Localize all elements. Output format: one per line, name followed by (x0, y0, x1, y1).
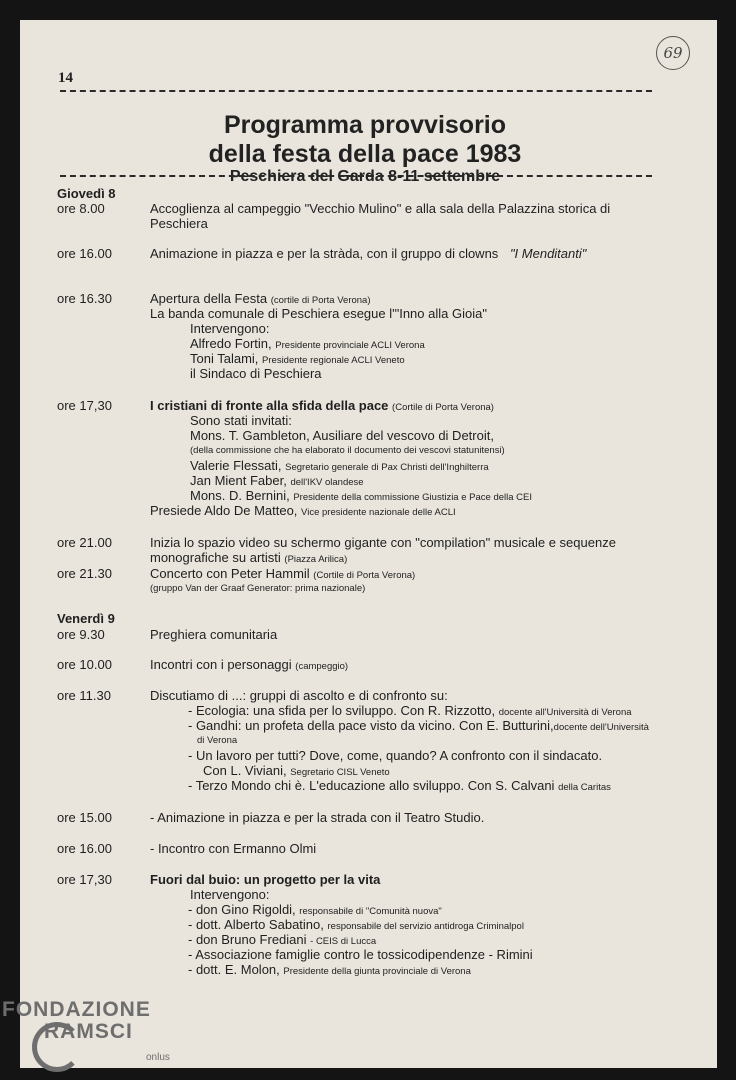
topic-line: - Un lavoro per tutti? Dove, come, quando? A confronto con il sindacato. (188, 748, 603, 763)
time-8-00: ore 8.00 (57, 201, 105, 216)
watermark-fondazione: FONDAZIONE (2, 998, 151, 1021)
speaker-line: - Associazione famiglie contro le tossicodipendenze - Rimini (188, 947, 533, 962)
speaker-role: Segretario generale di Pax Christi dell'Inghilterra (285, 462, 489, 473)
speaker-role: Presidente della commissione Giustizia e Pace della CEI (293, 492, 532, 503)
speaker-line (188, 917, 524, 932)
time-21-30: ore 21.30 (57, 566, 112, 581)
event-note: (campeggio) (295, 661, 349, 672)
time-9-30: ore 9.30 (57, 627, 105, 642)
topic-text: - Ecologia: una sfida per lo sviluppo. Con R. Rizzotto, (188, 703, 496, 718)
speaker-line (190, 458, 489, 473)
event-line: Discutiamo di ...: gruppi di ascolto e di confronto su: (150, 688, 448, 703)
time-16-00: ore 16.00 (57, 246, 112, 261)
topic-text: - Gandhi: un profeta della pace visto da vicino. Con E. Butturini, (188, 718, 554, 733)
event-line (150, 566, 415, 581)
event-line (150, 550, 347, 565)
speaker-name: Valerie Flessati, (190, 458, 282, 473)
event-line: il Sindaco di Peschiera (190, 366, 322, 381)
speaker-role: docente dell'Università (553, 722, 649, 733)
event-note: (Cortile di Porta Verona) (313, 570, 416, 581)
speaker-role: della Caritas (558, 782, 611, 793)
speaker-line (150, 503, 456, 518)
speaker-role: Presidente regionale ACLI Veneto (262, 355, 405, 366)
event-line: Accoglienza al campeggio "Vecchio Mulino" e alla sala della Palazzina storica di (150, 201, 611, 216)
speaker-line (190, 488, 532, 503)
handwritten-archive-number: 69 (656, 36, 690, 70)
event-line: La banda comunale di Peschiera esegue l'"Inno alla Gioia" (150, 306, 487, 321)
topic-line (188, 703, 632, 718)
speaker-line (190, 336, 425, 351)
event-line (150, 657, 348, 672)
speaker-line: Mons. T. Gambleton, Ausiliare del vescovo di Detroit, (190, 428, 494, 443)
speaker-line (203, 763, 390, 778)
time-10-00: ore 10.00 (57, 657, 112, 672)
page-title-line1: Programma provvisorio (223, 111, 507, 139)
document-page (20, 20, 717, 1068)
page-subtitle: Peschiera del Garda 8-11 settembre (229, 168, 501, 185)
speaker-line (190, 473, 364, 488)
event-note: (Cortile di Porta Verona) (392, 402, 494, 413)
day-heading-venerdi: Venerdì 9 (57, 611, 115, 626)
event-text: Incontri con i personaggi (150, 657, 292, 672)
event-line (150, 246, 586, 261)
watermark-onlus: onlus (146, 1052, 170, 1063)
day-heading-giovedi: Giovedì 8 (57, 186, 116, 201)
event-line: Intervengono: (190, 321, 270, 336)
event-note: (gruppo Van der Graaf Generator: prima nazionale) (150, 583, 366, 594)
event-text: monografiche su artisti (150, 550, 281, 565)
speaker-line (188, 962, 471, 977)
event-line: - Animazione in piazza e per la strada con il Teatro Studio. (150, 810, 485, 825)
clown-group-name: "I Menditanti" (509, 246, 587, 261)
event-line: Sono stati invitati: (190, 413, 292, 428)
divider-bottom (60, 175, 652, 177)
speaker-name: - dott. Alberto Sabatino, (188, 917, 324, 932)
time-15-00: ore 15.00 (57, 810, 112, 825)
time-17-30-venerdi: ore 17,30 (57, 872, 112, 887)
speaker-role: Segretario CISL Veneto (290, 767, 390, 778)
topic-text: - Terzo Mondo chi è. L'educazione allo sviluppo. Con S. Calvani (188, 778, 555, 793)
speaker-name: Alfredo Fortin, (190, 336, 272, 351)
speaker-role: di Verona (197, 735, 238, 746)
speaker-name: Mons. D. Bernini, (190, 488, 290, 503)
page-number: 14 (58, 70, 73, 86)
speaker-line (190, 351, 405, 366)
event-title: I cristiani di fronte alla sfida della pace (150, 398, 389, 413)
speaker-role: Presidente della giunta provinciale di Verona (283, 966, 471, 977)
event-text: Animazione in piazza e per la stràda, con il gruppo di clowns (150, 246, 499, 261)
speaker-name: Presiede Aldo De Matteo, (150, 503, 298, 518)
watermark-gramsci: RAMSCI (44, 1020, 133, 1043)
speaker-name: Con L. Viviani, (203, 763, 287, 778)
speaker-line (188, 902, 442, 917)
speaker-note: (della commissione che ha elaborato il documento dei vescovi statunitensi) (190, 445, 505, 456)
speaker-name: Jan Mient Faber, (190, 473, 287, 488)
event-text: Concerto con Peter Hammil (150, 566, 310, 581)
speaker-role: Presidente provinciale ACLI Verona (275, 340, 425, 351)
time-21-00: ore 21.00 (57, 535, 112, 550)
event-note: (Piazza Arilica) (284, 554, 348, 565)
time-17-30: ore 17,30 (57, 398, 112, 413)
event-line: Preghiera comunitaria (150, 627, 278, 642)
divider-top (60, 90, 652, 92)
event-line (150, 291, 371, 306)
event-line: Peschiera (150, 216, 208, 231)
speaker-name: - don Bruno Frediani (188, 932, 307, 947)
time-11-30: ore 11.30 (57, 688, 111, 703)
time-16-30: ore 16.30 (57, 291, 112, 306)
speaker-name: Toni Talami, (190, 351, 259, 366)
topic-line (188, 778, 611, 793)
event-line (150, 398, 494, 413)
event-title: Fuori dal buio: un progetto per la vita (150, 872, 381, 887)
speaker-role: Vice presidente nazionale delle ACLI (301, 507, 456, 518)
speaker-role: - CEIS di Lucca (310, 936, 377, 947)
topic-line (188, 718, 649, 733)
event-line: Intervengono: (190, 887, 270, 902)
speaker-role: dell'IKV olandese (290, 477, 364, 488)
speaker-role: responsabile del servizio antidroga Criminalpol (327, 921, 524, 932)
speaker-role: responsabile di "Comunità nuova" (299, 906, 442, 917)
event-text: Apertura della Festa (150, 291, 268, 306)
event-line: - Incontro con Ermanno Olmi (150, 841, 317, 856)
speaker-role: docente all'Università di Verona (498, 707, 632, 718)
event-note: (cortile di Porta Verona) (270, 295, 371, 306)
time-16-00-venerdi: ore 16.00 (57, 841, 112, 856)
event-line: Inizia lo spazio video su schermo gigante con "compilation" musicale e sequenze (150, 535, 616, 550)
speaker-name: - don Gino Rigoldi, (188, 902, 296, 917)
speaker-line (188, 932, 376, 947)
speaker-name: - dott. E. Molon, (188, 962, 280, 977)
page-title-line2: della festa della pace 1983 (208, 140, 522, 168)
